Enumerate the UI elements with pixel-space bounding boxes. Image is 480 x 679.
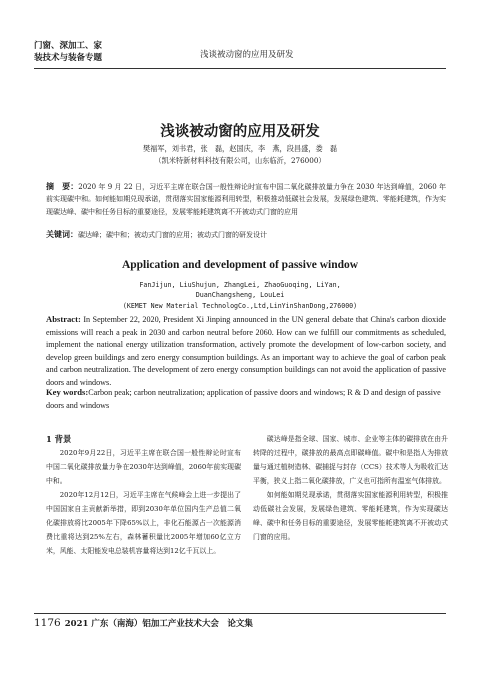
abstract-en-text: In September 22, 2020, President Xi Jinping announced in the UN general debate that China's carbon dioxide emissions will reach a peak in 2030 and carbon neutral before 2060. How can we fulfill our commitments as scheduled, implement the national energy utilization transformation, actively promote the development of low-carbon society, and develop green buildings and zero energy consumption buildings. As an important way to achieve the goal of carbon peak and carbon neutralization. The development of zero energy consumption buildings can not avoid the application of passive doors and windows. bbox=[46, 315, 447, 387]
body-paragraph: 2020年9月22日，习近平主席在联合国一般性辩论时宣布中国二氧化碳排放量力争在2030年达到峰值，2060年前实现碳中和。 bbox=[46, 449, 241, 485]
body-paragraph: 如何能如期兑现承诺，贯彻落实国家能源利用转型，积极推动低碳社会发展，发展绿色建筑、零能耗建筑，作为实现碳达峰、碳中和任务目标的重要途径，发展零能耗建筑离不开被动式门窗的应用。 bbox=[253, 491, 448, 541]
authors-cn: 樊福军，刘书君，张 磊，赵国庆，李 燕，段昌盛，娄 磊 bbox=[142, 144, 338, 153]
abstract-cn-label: 摘 要： bbox=[46, 181, 79, 191]
abstract-en-label: Abstract: bbox=[46, 314, 81, 324]
running-title: 浅谈被动窗的应用及研发 bbox=[200, 50, 294, 60]
body-paragraph: 2020年12月12日，习近平主席在气候峰会上进一步提出了中国国家自主贡献新举措，即到2030年单位国内生产总值二氧化碳排放将比2005年下降65%以上，非化石能源占一次能源消费比重将达到25%左右，森林蓄积量比2005年增加60亿立方米，风能、太阳能发电总装机容量将达到12亿千瓦以上。 bbox=[46, 491, 241, 555]
footer-rule bbox=[34, 613, 446, 614]
affiliation-en: (KEMET New Material TechnologCo.,Ltd,LinYinShanDong,276000) bbox=[122, 302, 358, 310]
abstract-cn bbox=[46, 180, 446, 218]
keywords-en-text: Carbon peak; carbon neutralization; application of passive doors and windows; R & D and design of passive doors and windows bbox=[46, 388, 441, 410]
body-column-right bbox=[253, 432, 448, 544]
journal-section-line1: 门窗、深加工、家 bbox=[34, 41, 103, 51]
abstract-en bbox=[46, 313, 446, 390]
keywords-en bbox=[46, 386, 446, 412]
section-heading: 1 背景 bbox=[46, 434, 72, 444]
header-rule bbox=[34, 68, 446, 69]
journal-section bbox=[34, 40, 144, 64]
page-number: 1176 bbox=[34, 617, 61, 629]
body-paragraph: 碳达峰是指全球、国家、城市、企业等主体的碳排放在由升转降的过程中，碳排放的最高点即碳峰值。碳中和是指人为排放量与通过植树造林、碳捕捉与封存（CCS）技术等人为吸收汇达平衡，狭义上指二氧化碳排放，广义也可指所有温室气体排放。 bbox=[253, 435, 448, 485]
journal-section-line2: 装技术与装备专题 bbox=[34, 53, 103, 63]
authors-en-line1: FanJijun, LiuShujun, ZhangLei, ZhaoGuoqing, LiYan, bbox=[139, 281, 341, 289]
footer-text bbox=[34, 617, 253, 629]
body-column-left bbox=[46, 432, 241, 558]
keywords-cn-text: 碳达峰；碳中和；被动式门窗的应用；被动式门窗的研发设计 bbox=[78, 231, 267, 239]
authors-en-line2: DuanChangsheng, LouLei bbox=[195, 291, 285, 299]
affiliation-cn: （凯米特新材料科技有限公司，山东临沂，276000） bbox=[154, 156, 326, 165]
keywords-cn bbox=[46, 229, 446, 241]
paper-title-en: Application and development of passive window bbox=[121, 259, 359, 271]
keywords-cn-label: 关键词： bbox=[46, 229, 78, 239]
authors-en bbox=[0, 280, 480, 300]
proceedings-name: 2021 广东（南海）铝加工产业技术大会 论文集 bbox=[64, 619, 253, 629]
page-footer bbox=[34, 613, 446, 633]
keywords-en-label: Key words: bbox=[46, 387, 89, 397]
abstract-cn-text: 2020 年 9 月 22 日，习近平主席在联合国一般性辩论时宣布中国二氧化碳排放量力争在 2030 年达到峰值，2060 年前实现碳中和。如何能如期兑现承诺，贯彻落实国家能源利用转型，积极推动低碳社会发展，发展绿色建筑、零能耗建筑，作为实现碳达峰、碳中和任务目标的重要途径，发展零能耗建筑离不开被动式门窗的应用 bbox=[46, 183, 446, 216]
running-header bbox=[34, 36, 446, 68]
paper-title-cn: 浅谈被动窗的应用及研发 bbox=[160, 123, 320, 140]
